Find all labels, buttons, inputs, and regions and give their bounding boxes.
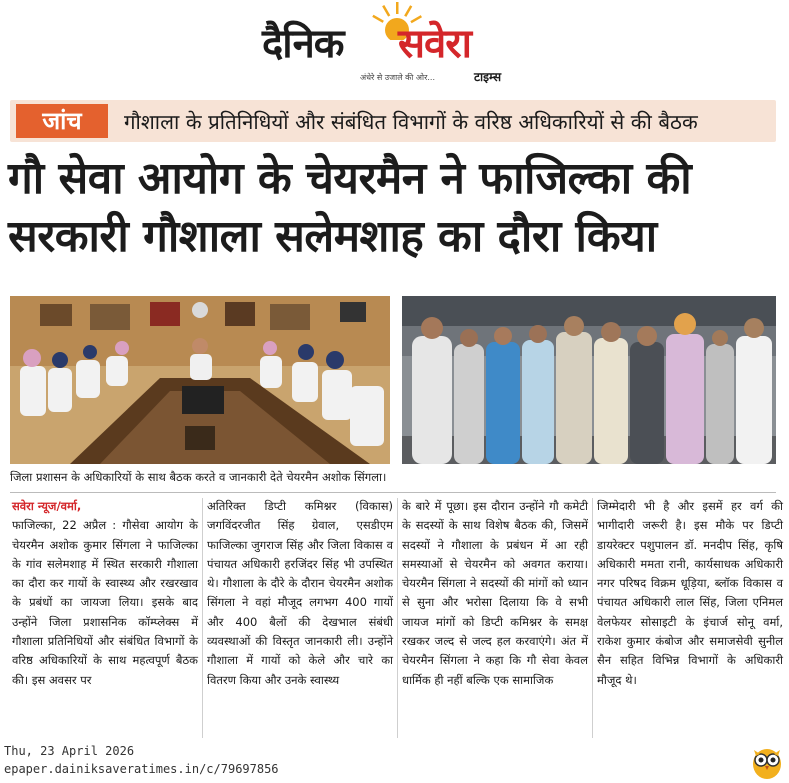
article-column-1-text: फाजिल्का, 22 अप्रैल : गौसेवा आयोग के चेयरमैन अशोक कुमार सिंगला ने फाजिल्का के गांव सलेमशाह में स्थित सरकारी गौशाला का दौरा कर गायों के स्वास्थ्य और रखरखाव के प्रबंधों का जायजा लिया। इसके बाद उन्होंने जिला प्रशासनिक कॉम्प्लेक्स में गौशाला प्रतिनिधियों और संबंधित विभागों के वरिष्ठ अधिकारियों के साथ महत्वपूर्ण बैठक की। इस अवसर पर — [12, 518, 198, 687]
masthead-times: टाइम्स — [474, 70, 502, 84]
caption-divider — [10, 492, 776, 493]
headline — [8, 150, 780, 266]
column-divider — [202, 498, 203, 738]
article-column-4 — [597, 497, 783, 690]
masthead-title-dainik: दैनिक — [262, 21, 344, 67]
masthead — [0, 0, 789, 92]
photo-caption: जिला प्रशासन के अधिकारियों के साथ बैठक करते व जानकारी देते चेयरमैन अशोक सिंगला। — [10, 470, 387, 484]
byline: सवेरा न्यूज/वर्मा, — [12, 499, 82, 513]
meeting-photo — [10, 296, 390, 464]
column-divider — [592, 498, 593, 738]
article-column-1 — [12, 497, 198, 690]
headline-line-1: गौ सेवा आयोग के चेयरमैन ने फाजिल्का की — [8, 153, 692, 204]
article-column-3 — [402, 497, 588, 690]
kicker-tag: जांच — [16, 104, 108, 138]
headline-line-2: सरकारी गौशाला सलेमशाह का दौरा किया — [8, 211, 657, 262]
group-photo — [402, 296, 776, 464]
footer-date: Thu, 23 April 2026 — [4, 744, 135, 758]
kicker-text: गौशाला के प्रतिनिधियों और संबंधित विभागों के वरिष्ठ अधिकारियों से की बैठक — [124, 110, 698, 134]
article-column-2-text: अतिरिक्त डिप्टी कमिश्नर (विकास) जगविंदरजीत सिंह ग्रेवाल, एसडीएम फाजिल्का जुगराज सिंह और जिला विकास व पंचायत अधिकारी हरजिंदर सिंह भी उपस्थित थे। गौशाला के दौरे के दौरान चेयरमैन अशोक सिंगला ने वहां मौजूद लगभग 400 गायों और 400 बैलों की देखभाल संबंधी व्यवस्थाओं की विस्तृत जानकारी ली। उन्होंने गौशाला में गायों को केले और चारे का वितरण किया और उनके स्वास्थ्य — [207, 499, 393, 687]
masthead-title-savera: सवेरा — [398, 21, 471, 67]
article-column-3-text: के बारे में पूछा। इस दौरान उन्होंने गौ कमेटी के सदस्यों के साथ विशेष बैठक की, जिसमें सदस्यों ने गौशाला के प्रबंधन में आ रही समस्याओं से चेयरमैन को अवगत कराया। चेयरमैन सिंगला ने सदस्यों की मांगों को ध्यान से सुना और भरोसा दिलाया कि वे सभी जायज मांगों को डिप्टी कमिश्नर के समक्ष रखकर जल्द से जल्द हल करवाएंगे। अंत में चेयरमैन सिंगला ने कहा कि गौ सेवा केवल धार्मिक ही नहीं बल्कि एक सामाजिक — [402, 499, 588, 687]
owl-mascot-icon — [750, 744, 784, 780]
article-column-2 — [207, 497, 393, 690]
masthead-tagline: अंधेरे से उजाले की ओर... — [360, 73, 436, 82]
article-column-4-text: जिम्मेदारी भी है और इसमें हर वर्ग की भागीदारी जरूरी है। इस मौके पर डिप्टी डायरेक्टर पशुपालन डॉ. मनदीप सिंह, कृषि अधिकारी ममता रानी, कार्यसाधक अधिकारी नगर परिषद विक्रम धूड़िया, ब्लॉक विकास व पंचायत अधिकारी लाल सिंह, जिला एनिमल वेलफेयर सोसाइटी के इंचार्ज सोनू वर्मा, राकेश कुमार कंबोज और समाजसेवी सुनील सैन सहित विभिन्न विभागों के अधिकारी मौजूद थे। — [597, 499, 783, 687]
footer-url[interactable]: epaper.dainiksaveratimes.in/c/79697856 — [4, 762, 279, 776]
column-divider — [397, 498, 398, 738]
